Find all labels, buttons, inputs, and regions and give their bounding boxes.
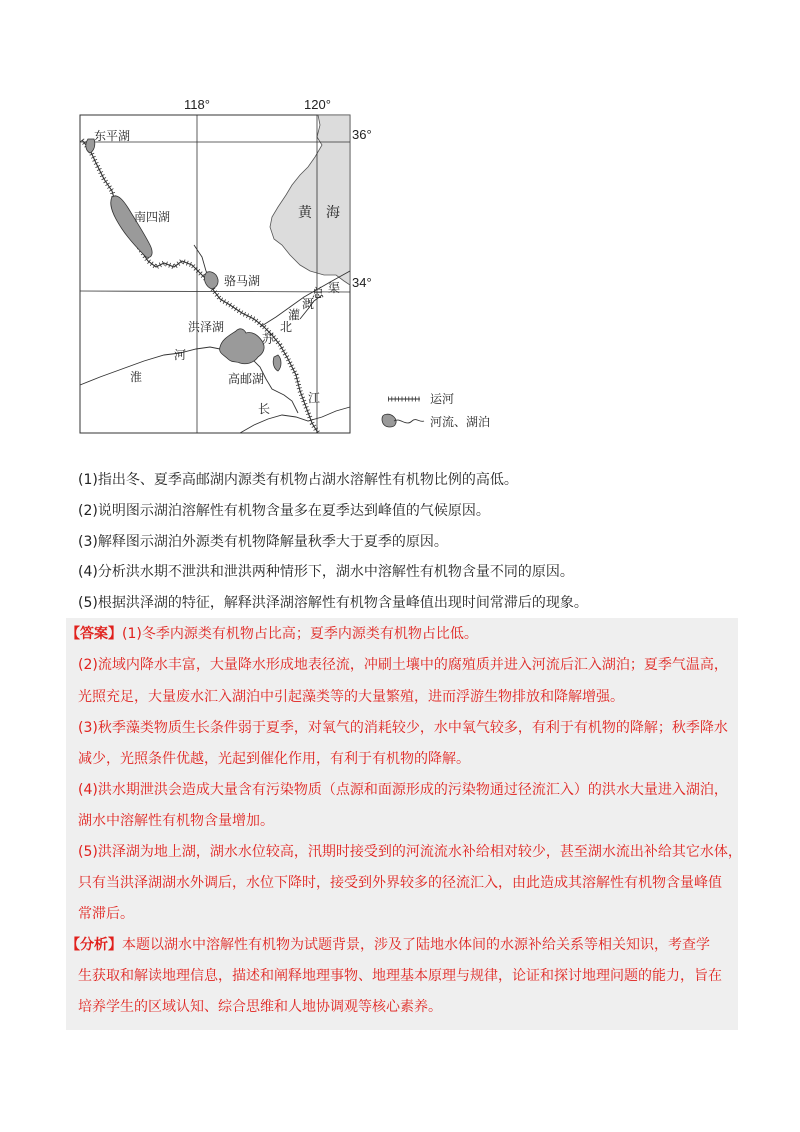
label-jiang: 江 xyxy=(308,391,321,405)
analysis-line-2: 生获取和解读地理信息，描述和阐释地理事物、地理基本原理与规律，论证和探讨地理问题的能力，旨在 xyxy=(78,968,722,984)
label-huai: 淮 xyxy=(130,370,143,384)
analysis-line-3: 培养学生的区域认知、综合思维和人地协调观等核心素养。 xyxy=(78,999,442,1015)
label-luoma-lake: 骆马湖 xyxy=(224,274,261,288)
answer-3-line-1: (3)秋季藻类物质生长条件弱于夏季，对氧气的消耗较少，水中氧气较多，有利于有机物的降解；秋季降水 xyxy=(78,720,728,736)
region-map xyxy=(60,95,540,440)
analysis-line-1 xyxy=(66,935,710,955)
gaoyou-lake xyxy=(273,355,281,371)
grand-canal-ticks xyxy=(82,140,321,433)
lat-label-36: 36° xyxy=(352,127,372,142)
lon-label-118: 118° xyxy=(184,97,210,112)
nansi-lake xyxy=(111,196,152,257)
label-gai: 溉 xyxy=(302,297,315,311)
answer-3-line-2: 减少，光照条件优越，光起到催化作用，有利于有机物的降解。 xyxy=(78,751,470,767)
lat-label-34: 34° xyxy=(352,275,372,290)
analysis-tag: 【分析】 xyxy=(66,937,122,953)
answer-2-line-2: 光照充足，大量废水汇入湖泊中引起藻类等的大量繁殖，进而浮游生物排放和降解增强。 xyxy=(78,689,624,705)
label-huang: 黄 xyxy=(298,205,312,221)
answer-line-1 xyxy=(66,624,478,644)
label-hai: 海 xyxy=(326,205,340,221)
answer-5-line-3: 常滞后。 xyxy=(78,906,134,922)
question-3: (3)解释图示湖泊外源类有机物降解量秋季大于夏季的原因。 xyxy=(78,534,448,550)
label-bei: 北 xyxy=(280,320,293,334)
answer-5-line-1: (5)洪泽湖为地上湖，湖水水位较高，汛期时接受到的河流流水补给相对较少，甚至湖水流出补给其它水体， xyxy=(78,844,742,860)
answer-5-line-2: 只有当洪泽湖湖水外调后，水位下降时，接受到外界较多的径流汇入，由此造成其溶解性有机物含量峰值 xyxy=(78,875,722,891)
answer-4-line-2: 湖水中溶解性有机物含量增加。 xyxy=(78,813,274,829)
label-nansi-lake: 南四湖 xyxy=(134,210,171,224)
label-guan: 灌 xyxy=(288,308,301,322)
answer-4-line-1: (4)洪水期泄洪会造成大量含有污染物质（点源和面源形成的污染物通过径流汇入）的洪水大量进入湖泊， xyxy=(78,782,728,798)
hongze-lake xyxy=(220,329,264,364)
question-2: (2)说明图示湖泊溶解性有机物含量多在夏季达到峰值的气候原因。 xyxy=(78,503,490,519)
answer-tag: 【答案】 xyxy=(66,626,122,642)
label-gaoyou-lake: 高邮湖 xyxy=(228,372,265,386)
lon-label-120: 120° xyxy=(304,97,331,112)
label-dongping-lake: 东平湖 xyxy=(94,129,131,143)
label-he: 河 xyxy=(174,348,187,362)
question-5: (5)根据洪泽湖的特征，解释洪泽湖溶解性有机物含量峰值出现时间常滞后的现象。 xyxy=(78,595,588,611)
huai-river xyxy=(80,347,220,385)
map-legend xyxy=(382,392,490,429)
label-chang: 长 xyxy=(258,402,271,416)
label-hongze-lake: 洪泽湖 xyxy=(188,320,225,334)
legend-canal-label: 运河 xyxy=(430,392,455,406)
label-su: 苏 xyxy=(262,332,275,346)
yangtze-river xyxy=(240,407,350,433)
question-4: (4)分析洪水期不泄洪和泄洪两种情形下，湖水中溶解性有机物含量不同的原因。 xyxy=(78,564,574,580)
question-1: (1)指出冬、夏季高邮湖内源类有机物占湖水溶解性有机物比例的高低。 xyxy=(78,472,518,488)
answer-2-line-1: (2)流域内降水丰富，大量降水形成地表径流，冲刷土壤中的腐殖质并进入河流后汇入湖泊；夏季气温高， xyxy=(78,657,728,673)
grand-canal xyxy=(82,140,321,433)
luoma-lake xyxy=(204,272,218,289)
analysis-text-1: 本题以湖水中溶解性有机物为试题背景，涉及了陆地水体间的水源补给关系等相关知识，考查学 xyxy=(122,937,710,953)
legend-river-symbol xyxy=(394,420,424,423)
legend-river-lake-label: 河流、湖泊 xyxy=(430,415,491,429)
label-zong: 总 xyxy=(312,286,325,300)
answer-1: (1)冬季内源类有机物占比高；夏季内源类有机物占比低。 xyxy=(122,626,478,642)
label-qu: 渠 xyxy=(328,281,341,295)
sea-area xyxy=(270,115,350,285)
